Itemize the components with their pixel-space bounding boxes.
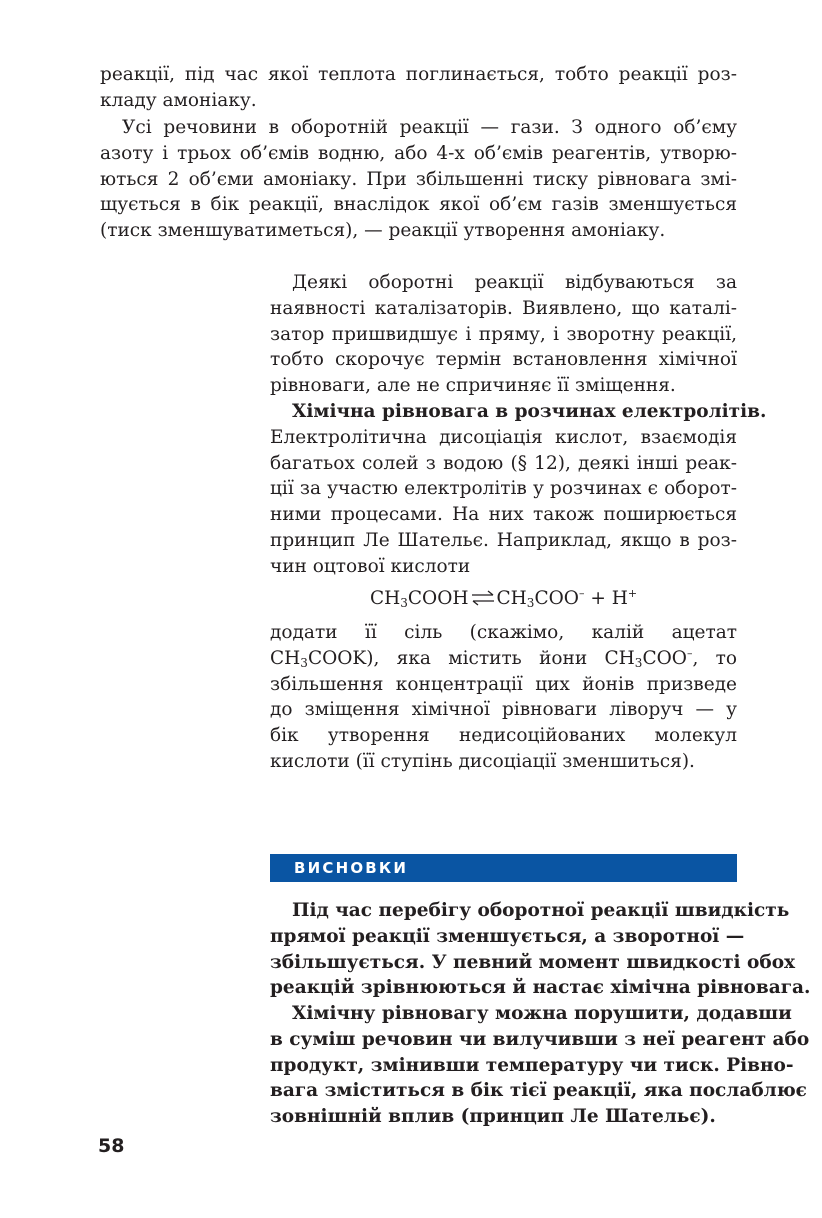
text-line: Деякі оборотні реакції відбуваються за xyxy=(292,272,737,293)
text-line: (тиск зменшуватиметься), — реакції утворення амоніаку. xyxy=(100,220,666,242)
formula-superscript: – xyxy=(686,646,693,660)
conclusions-title: ВИСНОВКИ xyxy=(294,859,409,877)
formula-subscript: 3 xyxy=(634,655,643,670)
formula-part: CH xyxy=(369,588,401,609)
formula-part: + H xyxy=(590,588,628,609)
text-line: Усі речовини в оборотній реакції — гази. З одного об’єму xyxy=(122,117,737,138)
formula-subscript: 3 xyxy=(300,655,308,670)
text-line: додати її сіль (скажімо, калій ацетат xyxy=(270,622,737,643)
text-fragment: CH xyxy=(270,647,301,669)
text-line: реакцій зрівнюються й настає хімічна рівновага. xyxy=(270,977,811,999)
formula-part: CH xyxy=(496,588,527,609)
text-line: щується в бік реакції, внаслідок якої об’єм газів зменшується xyxy=(100,194,737,216)
conclusion-paragraph-1 xyxy=(270,898,811,1001)
text-line: бік утворення недисоційованих молекул xyxy=(270,725,737,747)
text-line: кислоти (її ступінь дисоціації зменшиться). xyxy=(270,750,695,772)
text-fragment: COO xyxy=(642,647,687,669)
formula-superscript: + xyxy=(627,587,638,600)
text-line: збільшення концентрації цих йонів призведе xyxy=(270,673,737,695)
chemical-equation xyxy=(270,586,737,612)
text-line: багатьох солей з водою (§ 12), деякі інші реак- xyxy=(270,452,737,474)
conclusions-banner xyxy=(270,854,737,882)
formula-superscript: – xyxy=(578,587,585,600)
electrolytes-paragraph xyxy=(270,399,767,580)
text-line: рівноваги, але не спричиняє її зміщення. xyxy=(270,375,676,397)
text-line: ції за участю електролітів у розчинах є оборот- xyxy=(270,478,737,500)
text-fragment: , то xyxy=(692,647,737,669)
pressure-paragraph xyxy=(100,115,737,244)
text-line: Хімічну рівновагу можна порушити, додавши xyxy=(292,1003,792,1024)
formula-subscript: 3 xyxy=(400,596,408,610)
salt-paragraph xyxy=(270,620,737,775)
text-line: Під час перебігу оборотної реакції швидкість xyxy=(292,900,790,921)
text-line: збільшується. У певний момент швидкості обох xyxy=(270,951,796,973)
section-heading: Хімічна рівновага в розчинах електролітів. xyxy=(292,401,767,422)
text-line: ними процесами. На них також поширюється xyxy=(270,504,737,526)
text-line: принцип Ле Шательє. Наприклад, якщо в роз- xyxy=(270,529,737,551)
text-line: ються 2 об’єми амоніаку. При збільшенні тиску рівновага змі- xyxy=(100,168,737,190)
text-line: азоту і трьох об’ємів водню, або 4-х об’ємів реагентів, утворю- xyxy=(100,142,737,164)
formula-part: COOH xyxy=(407,588,469,609)
text-line xyxy=(270,646,737,672)
text-line: до зміщення хімічної рівноваги ліворуч — у xyxy=(270,699,737,721)
text-line: чин оцтової кислоти xyxy=(270,555,471,577)
text-line: зовнішній вплив (принцип Ле Шательє). xyxy=(270,1106,716,1128)
equilibrium-arrow-icon xyxy=(471,590,495,606)
text-line: реакції, під час якої теплота поглинається, тобто реакції роз- xyxy=(100,64,737,85)
conclusion-paragraph-2 xyxy=(270,1001,810,1130)
page-number: 58 xyxy=(98,1135,125,1157)
intro-paragraph xyxy=(100,62,737,114)
formula-part: COO xyxy=(534,588,579,609)
text-line: тобто скорочує термін встановлення хімічної xyxy=(270,349,737,371)
text-line xyxy=(270,399,767,425)
text-fragment: COOK), яка містить йони CH xyxy=(307,647,635,669)
text-line: кладу амоніаку. xyxy=(100,89,257,111)
text-line: наявності каталізаторів. Виявлено, що каталі- xyxy=(270,297,737,319)
text-line: затор пришвидшує і пряму, і зворотну реакції, xyxy=(270,323,737,345)
catalyst-paragraph xyxy=(270,270,737,399)
text-line: в суміш речовин чи вилучивши з неї реагент або xyxy=(270,1028,810,1050)
text-line: прямої реакції зменшується, а зворотної — xyxy=(270,925,745,947)
text-line: Електролітична дисоціація кислот, взаємодія xyxy=(270,426,737,448)
text-line: продукт, змінивши температуру чи тиск. Рівно- xyxy=(270,1054,794,1076)
formula-subscript: 3 xyxy=(526,596,535,610)
text-line: вага зміститься в бік тієї реакції, яка послаблює xyxy=(270,1080,807,1102)
